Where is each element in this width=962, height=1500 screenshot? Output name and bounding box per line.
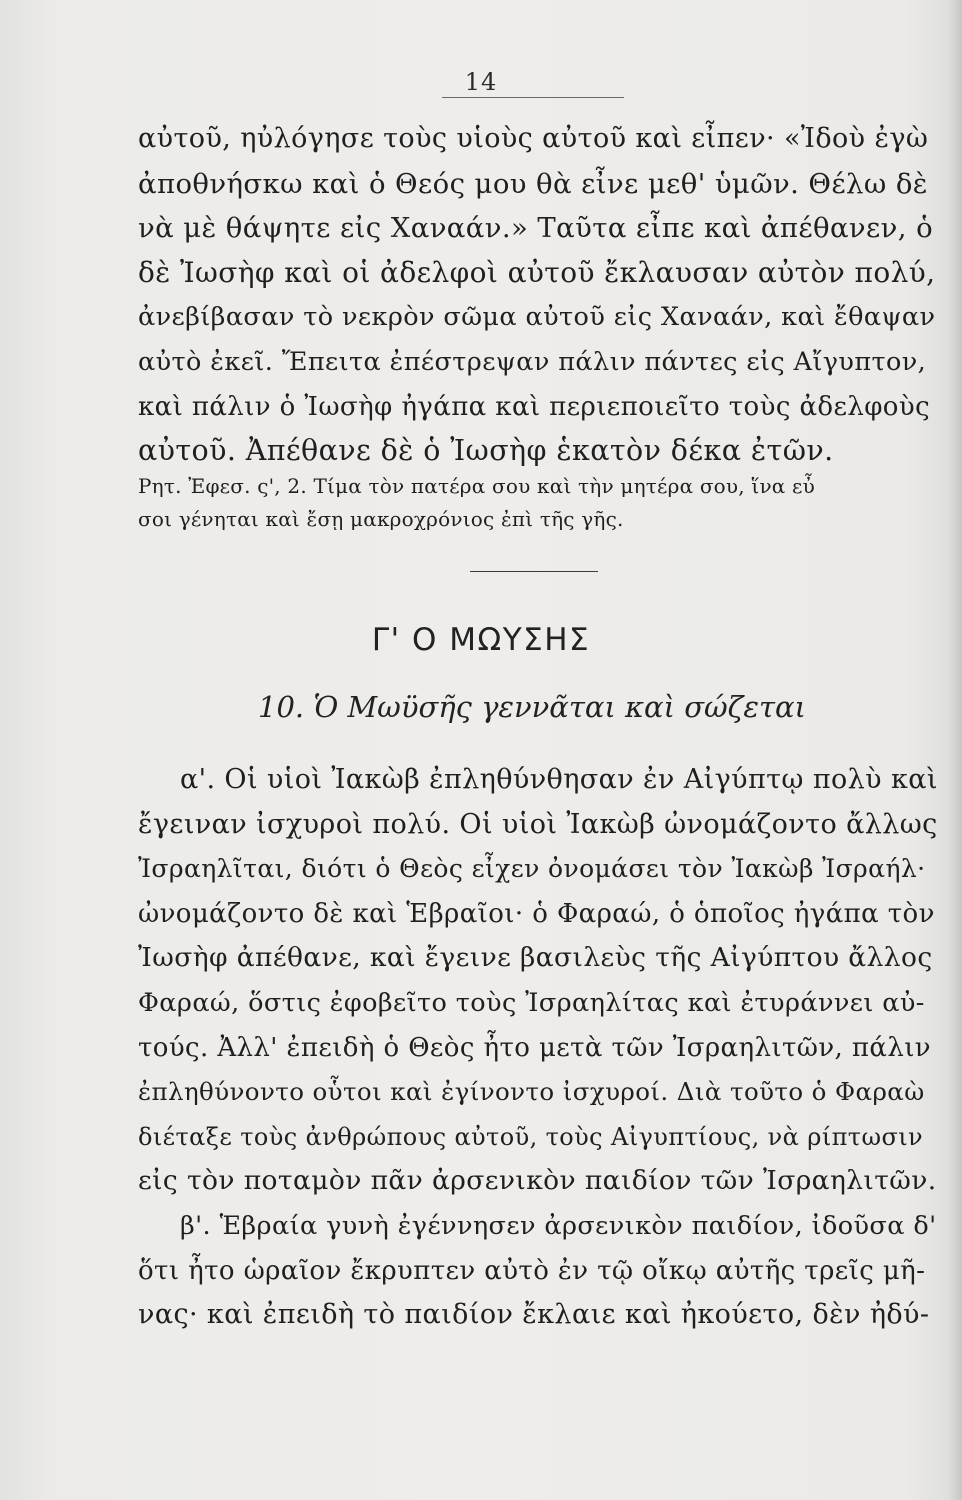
- header-rule: [442, 97, 624, 98]
- text-line: Ἰωσὴφ ἀπέθανε, καὶ ἔγεινε βασιλεὺς τῆς Αἰγύπτου ἄλλος: [138, 942, 933, 974]
- text-line: καὶ πάλιν ὁ Ἰωσὴφ ἠγάπα καὶ περιεποιεῖτο τοὺς ἀδελφοὺς: [138, 391, 931, 422]
- quote-line: σοι γένηται καὶ ἔσῃ μακροχρόνιος ἐπὶ τῆς γῆς.: [138, 507, 624, 531]
- text-line: ἐπληθύνοντο οὗτοι καὶ ἐγίνοντο ἰσχυροί. Διὰ τοῦτο ὁ Φαραὼ: [138, 1077, 925, 1107]
- text-line: αὐτοῦ. Ἀπέθανε δὲ ὁ Ἰωσὴφ ἑκατὸν δέκα ἐτῶν.: [138, 434, 834, 468]
- text-line: ἀνεβίβασαν τὸ νεκρὸν σῶμα αὐτοῦ εἰς Χαναάν, καὶ ἔθαψαν: [138, 302, 936, 333]
- text-line: [138, 1204, 938, 1249]
- text-line: νὰ μὲ θάψητε εἰς Χαναάν.» Ταῦτα εἶπε καὶ ἀπέθανεν, ὁ: [138, 212, 934, 245]
- text-line-content: α'. Οἱ υἱοὶ Ἰακὼβ ἐπληθύνθησαν ἐν Αἰγύπτῳ πολὺ καὶ: [180, 764, 938, 795]
- section-divider: [470, 571, 598, 572]
- scripture-quote: [138, 470, 938, 536]
- section-heading: 10. Ὁ Μωϋσῆς γεννᾶται καὶ σώζεται: [258, 690, 806, 724]
- text-line: [138, 758, 938, 803]
- page-number: 14: [464, 68, 498, 96]
- top-paragraph: [138, 117, 938, 474]
- text-line-content: β'. Ἑβραία γυνὴ ἐγέννησεν ἀρσενικὸν παιδίον, ἰδοῦσα δ': [180, 1211, 937, 1241]
- text-line: δὲ Ἰωσὴφ καὶ οἱ ἀδελφοὶ αὐτοῦ ἔκλαυσαν αὐτὸν πολύ,: [138, 255, 936, 289]
- text-line: Φαραώ, ὅστις ἐφοβεῖτο τοὺς Ἰσραηλίτας καὶ ἐτυράννει αὐ-: [138, 987, 925, 1018]
- text-line: διέταξε τοὺς ἀνθρώπους αὐτοῦ, τοὺς Αἰγυπτίους, νὰ ρίπτωσιν: [138, 1122, 924, 1151]
- text-line: ὠνομάζοντο δὲ καὶ Ἑβραῖοι· ὁ Φαραώ, ὁ ὁποῖος ἠγάπα τὸν: [138, 898, 935, 929]
- section-paragraph-b: [138, 1204, 938, 1338]
- page-edge-shadow: [948, 0, 962, 1500]
- text-line: αὐτὸ ἐκεῖ. Ἔπειτα ἐπέστρεψαν πάλιν πάντες εἰς Αἴγυπτον,: [138, 346, 927, 377]
- text-line: εἰς τὸν ποταμὸν πᾶν ἀρσενικὸν παιδίον τῶν Ἰσραηλιτῶν.: [138, 1165, 937, 1197]
- text-line: αὐτοῦ, ηὐλόγησε τοὺς υἱοὺς αὐτοῦ καὶ εἶπεν· «Ἰδοὺ ἐγὼ: [138, 123, 929, 154]
- text-line: ἀποθνήσκω καὶ ὁ Θεός μου θὰ εἶνε μεθ' ὑμῶν. Θέλω δὲ: [138, 167, 928, 200]
- text-line: νας· καὶ ἐπειδὴ τὸ παιδίον ἔκλαιε καὶ ἠκούετο, δὲν ἠδύ-: [138, 1299, 930, 1331]
- text-line: ἔγειναν ἰσχυροὶ πολύ. Οἱ υἱοὶ Ἰακὼβ ὠνομάζοντο ἄλλως: [138, 808, 938, 840]
- section-paragraph-a: [138, 758, 938, 1204]
- text-line: τούς. Ἀλλ' ἐπειδὴ ὁ Θεὸς ἦτο μετὰ τῶν Ἰσραηλιτῶν, πάλιν: [138, 1032, 931, 1063]
- text-line: ὅτι ἦτο ὡραῖον ἔκρυπτεν αὐτὸ ἐν τῷ οἴκῳ αὐτῆς τρεῖς μῆ-: [138, 1255, 926, 1286]
- text-line: Ἰσραηλῖται, διότι ὁ Θεὸς εἶχεν ὀνομάσει τὸν Ἰακὼβ Ἰσραήλ·: [138, 854, 926, 884]
- chapter-title: Γ' Ο ΜΩΥΣΗΣ: [371, 622, 591, 658]
- quote-line: Ρητ. Ἐφεσ. ς', 2. Τίμα τὸν πατέρα σου καὶ τὴν μητέρα σου, ἵνα εὖ: [138, 474, 815, 498]
